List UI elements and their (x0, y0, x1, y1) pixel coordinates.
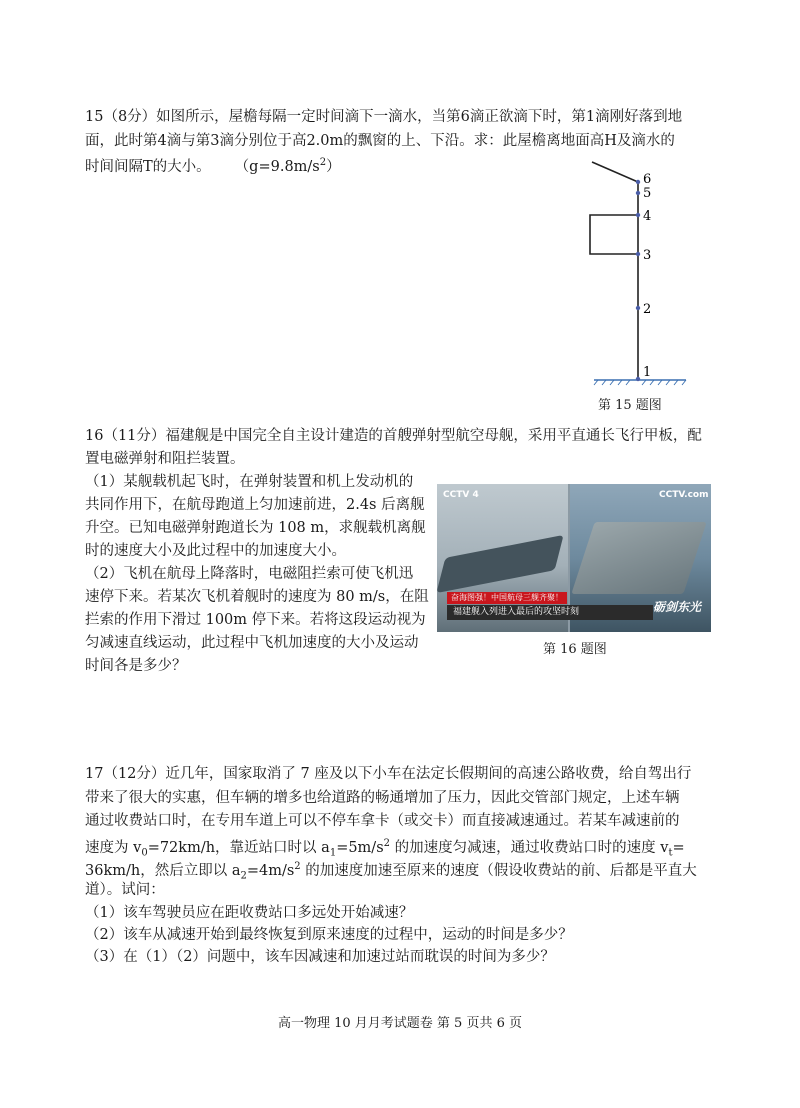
eave-line (592, 162, 638, 182)
q17-line-5 (85, 857, 697, 887)
q16-part2-line-5: 时间各是多少？ (85, 658, 187, 674)
photo-banner-main: 福建舰入列进入最后的攻坚时刻 (447, 605, 653, 620)
drop-2 (636, 306, 640, 310)
label-2: 2 (643, 302, 652, 317)
photo-banner-top: 奋海图强！中国航母三舰齐聚！ (447, 592, 567, 604)
q17-line-5-c: =4m/s (246, 862, 295, 879)
drop-5 (636, 191, 640, 195)
label-1: 1 (643, 365, 652, 380)
drop-1 (636, 377, 640, 381)
q17-a1-sub: 1 (329, 847, 337, 859)
q17-line-5-a: 36km/h，然后立即以 a (85, 862, 241, 879)
q16-part2-line-4: 匀减速直线运动，此过程中飞机加速度的大小及运动 (85, 635, 419, 651)
q16-header-line-1: 16（11分）福建舰是中国完全自主设计建造的首艘弹射型航空母舰，采用平直通长飞行甲板，配 (85, 428, 702, 444)
q16-part1-line-3: 升空。已知电磁弹射跑道长为 108 m，求舰载机离舰 (85, 520, 426, 536)
q17-item-2: （2）该车从减速开始到最终恢复到原来速度的过程中，运动的时间是多少？ (85, 927, 573, 943)
q17-line-3: 通过收费站口时，在专用车道上可以不停车拿卡（或交卡）而直接减速通过。若某车减速前的 (85, 813, 680, 829)
bay-window (590, 215, 638, 254)
q15-line-1: 15（8分）如图所示，屋檐每隔一定时间滴下一滴水，当第6滴正欲滴下时，第1滴刚好落到地 (85, 109, 683, 125)
label-5: 5 (643, 186, 652, 201)
q16-header-line-2: 置电磁弹射和阻拦装置。 (85, 451, 245, 467)
cctv-logo-right: CCTV.com (659, 490, 709, 500)
q17-line-4-e: =5m/s (336, 839, 384, 856)
q17-line-5-e: 的加速度加速至原来的速度（假设收费站的前、后都是平直大 (300, 862, 697, 879)
q17-line-4-c: =72km/h，靠近站口时以 a (147, 839, 330, 856)
drop-3 (636, 252, 640, 256)
q16-part2-line-1: （2）飞机在航母上降落时，电磁阻拦索可使飞机迅 (85, 566, 414, 582)
q17-item-1: （1）该车驾驶员应在距收费站口多远处开始减速？ (85, 905, 414, 921)
q17-line-1: 17（12分）近几年，国家取消了 7 座及以下小车在法定长假期间的高速公路收费，给自驾出行 (85, 766, 692, 782)
q17-a2-exp: 2 (294, 861, 301, 872)
label-6: 6 (643, 172, 652, 187)
q16-part1-line-1: （1）某舰载机起飞时，在弹射装置和机上发动机的 (85, 474, 414, 490)
cctv-logo-left: CCTV 4 (443, 490, 479, 500)
q15-g-value: （g=9.8m/s (234, 158, 320, 175)
photo-badge: 砺剑东光 (652, 600, 701, 614)
drop-6 (636, 180, 640, 184)
q16-part2-line-2: 速停下来。若某次飞机着舰时的速度为 80 m/s，在阻 (85, 589, 429, 605)
q17-a2-sub: 2 (240, 870, 247, 882)
label-3: 3 (643, 248, 652, 263)
q17-line-2: 带来了很大的实惠，但车辆的增多也给道路的畅通增加了压力，因此交管部门规定，上述车辆 (85, 790, 680, 806)
q16-part1-line-2: 共同作用下，在航母跑道上匀加速前进，2.4s 后离舰 (85, 497, 425, 513)
aircraft-carrier-photo (437, 484, 711, 632)
q15-figure (580, 160, 690, 415)
q16-part2-line-3: 拦索的作用下滑过 100m 停下来。若将这段运动视为 (85, 612, 426, 628)
q15-g-exponent: 2 (319, 157, 327, 168)
q17-a1-exp: 2 (383, 838, 391, 849)
q17-line-4-a: 速度为 v (85, 839, 142, 856)
q15-line-3-text: 时间间隔T的大小。 (85, 158, 211, 175)
label-4: 4 (643, 209, 652, 224)
q17-line-4-i: = (672, 839, 685, 856)
q17-vt-sub: t (668, 847, 673, 859)
q15-line-3 (85, 153, 341, 177)
page-footer: 高一物理 10 月月考试题卷 第 5 页共 6 页 (277, 1016, 522, 1031)
q17-item-3: （3）在（1）（2）问题中，该车因减速和加速过站而耽误的时间为多少？ (85, 949, 555, 965)
q17-v0-sub: 0 (141, 847, 148, 859)
q17-line-6: 道）。试问： (85, 882, 165, 898)
q15-line-2: 面，此时第4滴与第3滴分别位于高2.0m的飘窗的上、下沿。求：此屋檐离地面高H及滴水的 (85, 133, 675, 149)
drop-4 (636, 213, 640, 217)
q15-figure-caption: 第 15 题图 (598, 398, 662, 413)
q15-g-close: ） (326, 158, 341, 175)
q16-part1-line-4: 时的速度大小及此过程中的加速度大小。 (85, 543, 346, 559)
carrier-right-shape (571, 522, 706, 594)
q16-figure-caption: 第 16 题图 (543, 642, 607, 657)
q17-line-4-g: 的加速度匀减速，通过收费站口时的速度 v (390, 839, 669, 856)
